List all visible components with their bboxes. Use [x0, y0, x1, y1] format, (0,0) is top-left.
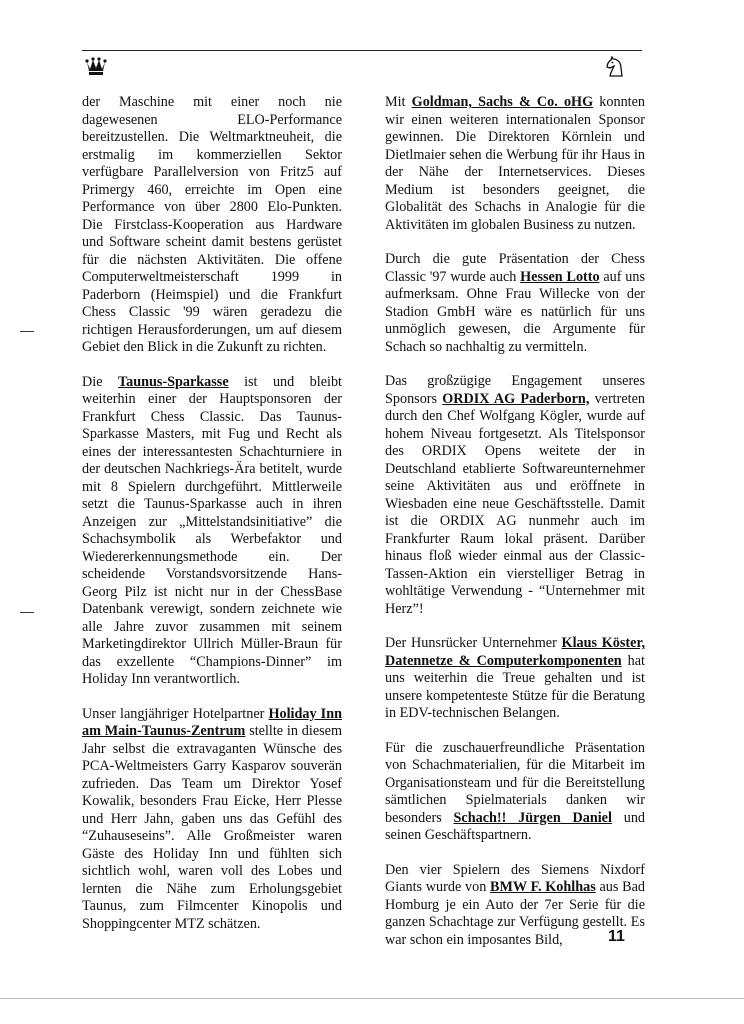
- paragraph-text: Den vier Spielern des Siemens Nixdorf Giants wurde von: [385, 861, 645, 895]
- paragraph-text: auf uns aufmerksam. Ohne Frau Willecke von der Stadion GmbH wäre es natürlich für uns unmöglich gewesen, die Argumente für Schach so nachhaltig zu vermitteln.: [385, 268, 645, 355]
- sponsor-name: Klaus Köster, Datennetze & Computerkomponenten: [385, 635, 645, 669]
- right-column: [385, 94, 645, 966]
- paragraph-text: konnten wir einen weiteren internationalen Sponsor gewinnen. Die Direktoren Körnlein und Dietlmaier sehen die Werbung für ihr Haus in der Nähe der Internetservices. Dieses Medium ist besonders geeignet, die Globalität des Schachs in Analogie für die Aktivitäten im globalen Business zu nutzen.: [385, 94, 645, 233]
- chess-queen-icon: [84, 54, 108, 76]
- paragraph: [82, 706, 342, 934]
- paragraph-text: Für die zuschauerfreundliche Präsentation von Schachmaterialien, für die Mitarbeit im Organisationsteam und für die Bereitstellung sämtlichen Spielmaterials danken wir besonders: [385, 739, 645, 826]
- paragraph-text: stellte in diesem Jahr selbst die extravaganten Wünsche des PCA-Weltmeisters Garry Kasparov souverän zufrieden. Das Team um Direktor Yosef Kowalik, besonders Frau Eicke, Herr Plesse und Herr Jahn, gaben uns das Gefühl des “Zuhauseseins”. Alle Großmeister waren Gäste des Holiday Inn und fühlten sich sichtlich wohl, waren voll des Lobes und lernten die Nähe zum Erholungsgebiet Taunus, zum Filmcenter Kinopolis und Shoppingcenter MTZ schätzen.: [82, 723, 342, 932]
- sponsor-name: BMW F. Kohlhas: [490, 879, 596, 895]
- paragraph: [385, 94, 645, 234]
- paragraph: [385, 251, 645, 356]
- sponsor-name: Holiday Inn am Main-Taunus-Zentrum: [82, 705, 342, 739]
- paragraph-text: Durch die gute Präsentation der Chess Classic '97 wurde auch: [385, 251, 645, 285]
- paragraph-text: Unser langjähriger Hotelpartner: [82, 705, 269, 722]
- paragraph-text: ist und bleibt weiterhin einer der Hauptsponsoren der Frankfurt Chess Classic. Das Taunus-Sparkasse Masters, mit Fug und Recht als eines der interessantesten Schachturniere in der deutschen Nachkriegs-Ära betitelt, wurde mit 8 Spielern durchgeführt. Mittlerweile setzt die Taunus-Sparkasse auch in ihren Anzeigen zur „Mittelstandsinitiative” die Schachsymbolik als Werbefaktor und Wiedererkennungsmethode ein. Der scheidende Vorstandsvorsitzende Hans-Georg Pilz ist nicht nur in der ChessBase Datenbank verewigt, sondern zeichnete wie alle Jahre zuvor zusammen mit seinem Marketingdirektor Ullrich Müller-Braun für das exzellente “Champions-Dinner” im Holiday Inn verantwortlich.: [82, 373, 342, 687]
- sponsor-name: Taunus-Sparkasse: [117, 373, 229, 390]
- footer-rule: [0, 998, 744, 999]
- paragraph: [385, 635, 645, 723]
- sponsor-name: Schach!! Jürgen Daniel: [453, 809, 612, 826]
- paragraph-text: und seinen Geschäftspartnern.: [385, 809, 645, 843]
- sponsor-name: ORDIX AG Paderborn,: [442, 390, 590, 407]
- margin-mark: [20, 331, 34, 332]
- sponsor-name: Hessen Lotto: [520, 268, 600, 285]
- paragraph-text: Der Hunsrücker Unternehmer: [385, 635, 562, 651]
- paragraph-text: Das großzügige Engagement unseres Sponsors: [385, 373, 645, 407]
- margin-mark: [20, 612, 34, 613]
- left-column: [82, 94, 342, 950]
- paragraph-text: der Maschine mit einer noch nie dagewesenen ELO-Performance bereitzustellen. Die Weltmarktneuheit, die erstmalig im kommerziellen Sektor verfügbare Parallelversion von Fritz5 auf Primergy 460, erreichte im Open eine Performance von über 2800 Elo-Punkten. Die Firstclass-Kooperation aus Hardware und Software scheint damit bestens gerüstet für die nächsten Aktivitäten. Die offene Computerweltmeisterschaft 1999 in Paderborn (Heimspiel) und die Frankfurt Chess Classic '99 wären geradezu die richtigen Herausforderungen, um auf diesem Gebiet den Blick in die Zukunft zu richten.: [82, 94, 342, 355]
- paragraph-text: vertreten durch den Chef Wolfgang Kögler, wurde auf hohem Niveau fortgesetzt. Als Titelsponsor des ORDIX Opens weitete der in Deutschland etablierte Softwareunternehmer seine Aktivitäten aus und eröffnete in Wiesbaden eine neue Geschäftsstelle. Damit ist die ORDIX AG nunmehr auch im Frankfurter Raum lokal präsent. Darüber hinaus floß wieder einmal aus der Classic-Tassen-Aktion ein vierstelliger Betrag in wohltätige Verwendung - “Unternehmer mit Herz”!: [385, 390, 645, 617]
- paragraph: [385, 740, 645, 845]
- paragraph-text: Die: [82, 373, 118, 390]
- paragraph-text: Mit: [385, 94, 412, 110]
- sponsor-name: Goldman, Sachs & Co. oHG: [411, 94, 594, 110]
- paragraph-text: hat uns weiterhin die Treue gehalten und ist unsere kompetenteste Stütze für die Beratung in EDV-technischen Belangen.: [385, 652, 645, 721]
- paragraph: [385, 373, 645, 618]
- paragraph: [82, 374, 342, 689]
- paragraph-text: aus Bad Homburg je ein Auto der 7er Serie für die ganzen Schachtage zur Verfügung gestellt. Es war schon ein imposantes Bild,: [385, 879, 645, 948]
- paragraph: [82, 94, 342, 357]
- page-number: 11: [608, 928, 625, 945]
- header-rule: [82, 50, 642, 51]
- chess-knight-icon: [604, 56, 628, 78]
- paragraph: [385, 862, 645, 950]
